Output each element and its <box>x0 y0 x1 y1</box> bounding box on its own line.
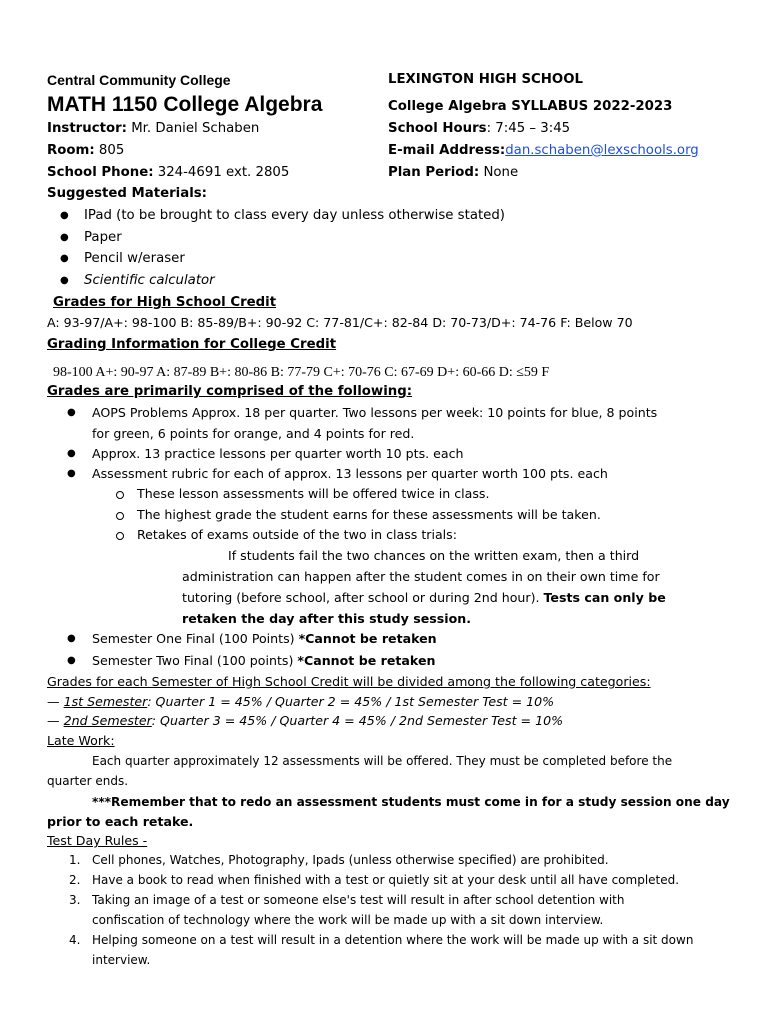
late-work-text: Each quarter approximately 12 assessments will be offered. They must be completed before the <box>92 754 673 768</box>
practice-line: Approx. 13 practice lessons per quarter worth 10 pts. each <box>92 446 464 461</box>
rule-number: 1. <box>69 853 81 867</box>
bullet-icon: ● <box>67 407 76 418</box>
email-label: E-mail Address: <box>388 143 506 158</box>
rule-text: interview. <box>92 953 151 967</box>
aops-line: for green, 6 points for orange, and 4 points for red. <box>92 426 415 441</box>
rule-text: Taking an image of a test or someone else's test will result in after school detention with <box>92 893 625 907</box>
rule-text: Helping someone on a test will result in a detention where the work will be made up with a sit down <box>92 933 694 947</box>
hours-value: : 7:45 – 3:45 <box>486 121 571 136</box>
semester-2-text: : Quarter 3 = 45% / Quarter 4 = 45% / 2nd Semester Test = 10% <box>151 713 564 728</box>
materials-item: Paper <box>84 230 122 245</box>
retake-line <box>182 588 666 608</box>
rubric-line: Assessment rubric for each of approx. 13 lessons per quarter worth 100 pts. each <box>92 466 608 481</box>
college-grades-heading: Grading Information for College Credit <box>47 337 337 352</box>
bullet-icon: ● <box>67 633 76 644</box>
test-rules-heading: Test Day Rules - <box>47 833 148 848</box>
bullet-icon: ● <box>67 468 76 479</box>
materials-item: Scientific calculator <box>84 273 215 288</box>
final-line <box>92 651 435 671</box>
school-name: LEXINGTON HIGH SCHOOL <box>388 72 583 87</box>
late-work-heading: Late Work: <box>47 733 115 748</box>
room-value: 805 <box>94 143 125 158</box>
instructor-value: Mr. Daniel Schaben <box>126 121 260 136</box>
sub-item: Retakes of exams outside of the two in class trials: <box>137 527 457 542</box>
final-line <box>92 629 437 649</box>
final-warning: *Cannot be retaken <box>297 653 436 668</box>
circle-bullet-icon <box>116 512 124 520</box>
materials-item: Pencil w/eraser <box>84 251 185 266</box>
plan-line <box>388 163 518 183</box>
bullet-icon: ● <box>60 232 69 243</box>
late-work-text: quarter ends. <box>47 774 129 788</box>
plan-label: Plan Period: <box>388 165 480 180</box>
email-link[interactable]: dan.schaben@lexschools.org <box>505 143 699 158</box>
semester-1-label: 1st Semester <box>63 694 148 709</box>
bullet-icon: ● <box>67 448 76 459</box>
dash: — <box>47 694 64 709</box>
rule-text: Cell phones, Watches, Photography, Ipads (unless otherwise specified) are prohibited. <box>92 853 609 867</box>
retake-line: administration can happen after the student comes in on their own time for <box>182 569 660 584</box>
circle-bullet-icon <box>116 532 124 540</box>
rule-text: confiscation of technology where the work will be made up with a sit down interview. <box>92 913 604 927</box>
final-text: Semester Two Final (100 points) <box>92 653 298 668</box>
bullet-icon: ● <box>67 655 76 666</box>
rule-text: Have a book to read when finished with a test or quietly sit at your desk until all have completed. <box>92 873 680 887</box>
college-name: Central Community College <box>47 72 231 88</box>
plan-value: None <box>479 165 519 180</box>
phone-value: 324-4691 ext. 2805 <box>153 165 290 180</box>
instructor-line <box>47 119 259 139</box>
bullet-icon: ● <box>60 253 69 264</box>
semester-heading: Grades for each Semester of High School Credit will be divided among the following categories: <box>47 674 651 689</box>
bullet-icon: ● <box>60 210 69 221</box>
final-warning: *Cannot be retaken <box>298 631 437 646</box>
semester-2-line <box>47 711 563 731</box>
retake-line: If students fail the two chances on the written exam, then a third <box>228 548 640 563</box>
retake-warning: Tests can only be <box>543 590 666 605</box>
hours-line <box>388 119 570 139</box>
instructor-label: Instructor: <box>47 121 127 136</box>
reminder-text: prior to each retake. <box>47 814 194 829</box>
hours-label: School Hours <box>388 121 487 136</box>
dash: — <box>47 713 64 728</box>
phone-line <box>47 163 289 183</box>
final-text: Semester One Final (100 Points) <box>92 631 299 646</box>
semester-1-line <box>47 692 554 712</box>
college-grade-scale: 98-100 A+: 90-97 A: 87-89 B+: 80-86 B: 77-79 C+: 70-76 C: 67-69 D+: 60-66 D: ≤59 F <box>53 365 550 380</box>
phone-label: School Phone: <box>47 165 154 180</box>
course-title: MATH 1150 College Algebra <box>47 93 323 116</box>
semester-1-text: : Quarter 1 = 45% / Quarter 2 = 45% / 1st Semester Test = 10% <box>147 694 555 709</box>
retake-warning: retaken the day after this study session. <box>182 611 471 626</box>
syllabus-title: College Algebra SYLLABUS 2022-2023 <box>388 99 673 114</box>
sub-item: The highest grade the student earns for these assessments will be taken. <box>137 507 601 522</box>
rule-number: 4. <box>69 933 81 947</box>
reminder-text: ***Remember that to redo an assessment students must come in for a study session one day <box>92 795 730 809</box>
room-label: Room: <box>47 143 95 158</box>
rule-number: 3. <box>69 893 81 907</box>
rule-number: 2. <box>69 873 81 887</box>
circle-bullet-icon <box>116 491 124 499</box>
aops-line: AOPS Problems Approx. 18 per quarter. Two lessons per week: 10 points for blue, 8 points <box>92 405 658 420</box>
email-line <box>388 141 699 161</box>
bullet-icon: ● <box>60 275 69 286</box>
materials-item: IPad (to be brought to class every day unless otherwise stated) <box>84 208 505 223</box>
semester-2-label: 2nd Semester <box>63 713 152 728</box>
composition-heading: Grades are primarily comprised of the following: <box>47 384 413 399</box>
hs-grades-heading: Grades for High School Credit <box>53 295 277 310</box>
room-line <box>47 141 124 161</box>
hs-grade-scale: A: 93-97/A+: 98-100 B: 85-89/B+: 90-92 C: 77-81/C+: 82-84 D: 70-73/D+: 74-76 F: Below 70 <box>47 315 633 330</box>
sub-item: These lesson assessments will be offered twice in class. <box>137 486 490 501</box>
materials-heading: Suggested Materials: <box>47 186 207 201</box>
retake-text: tutoring (before school, after school or during 2nd hour). <box>182 590 544 605</box>
